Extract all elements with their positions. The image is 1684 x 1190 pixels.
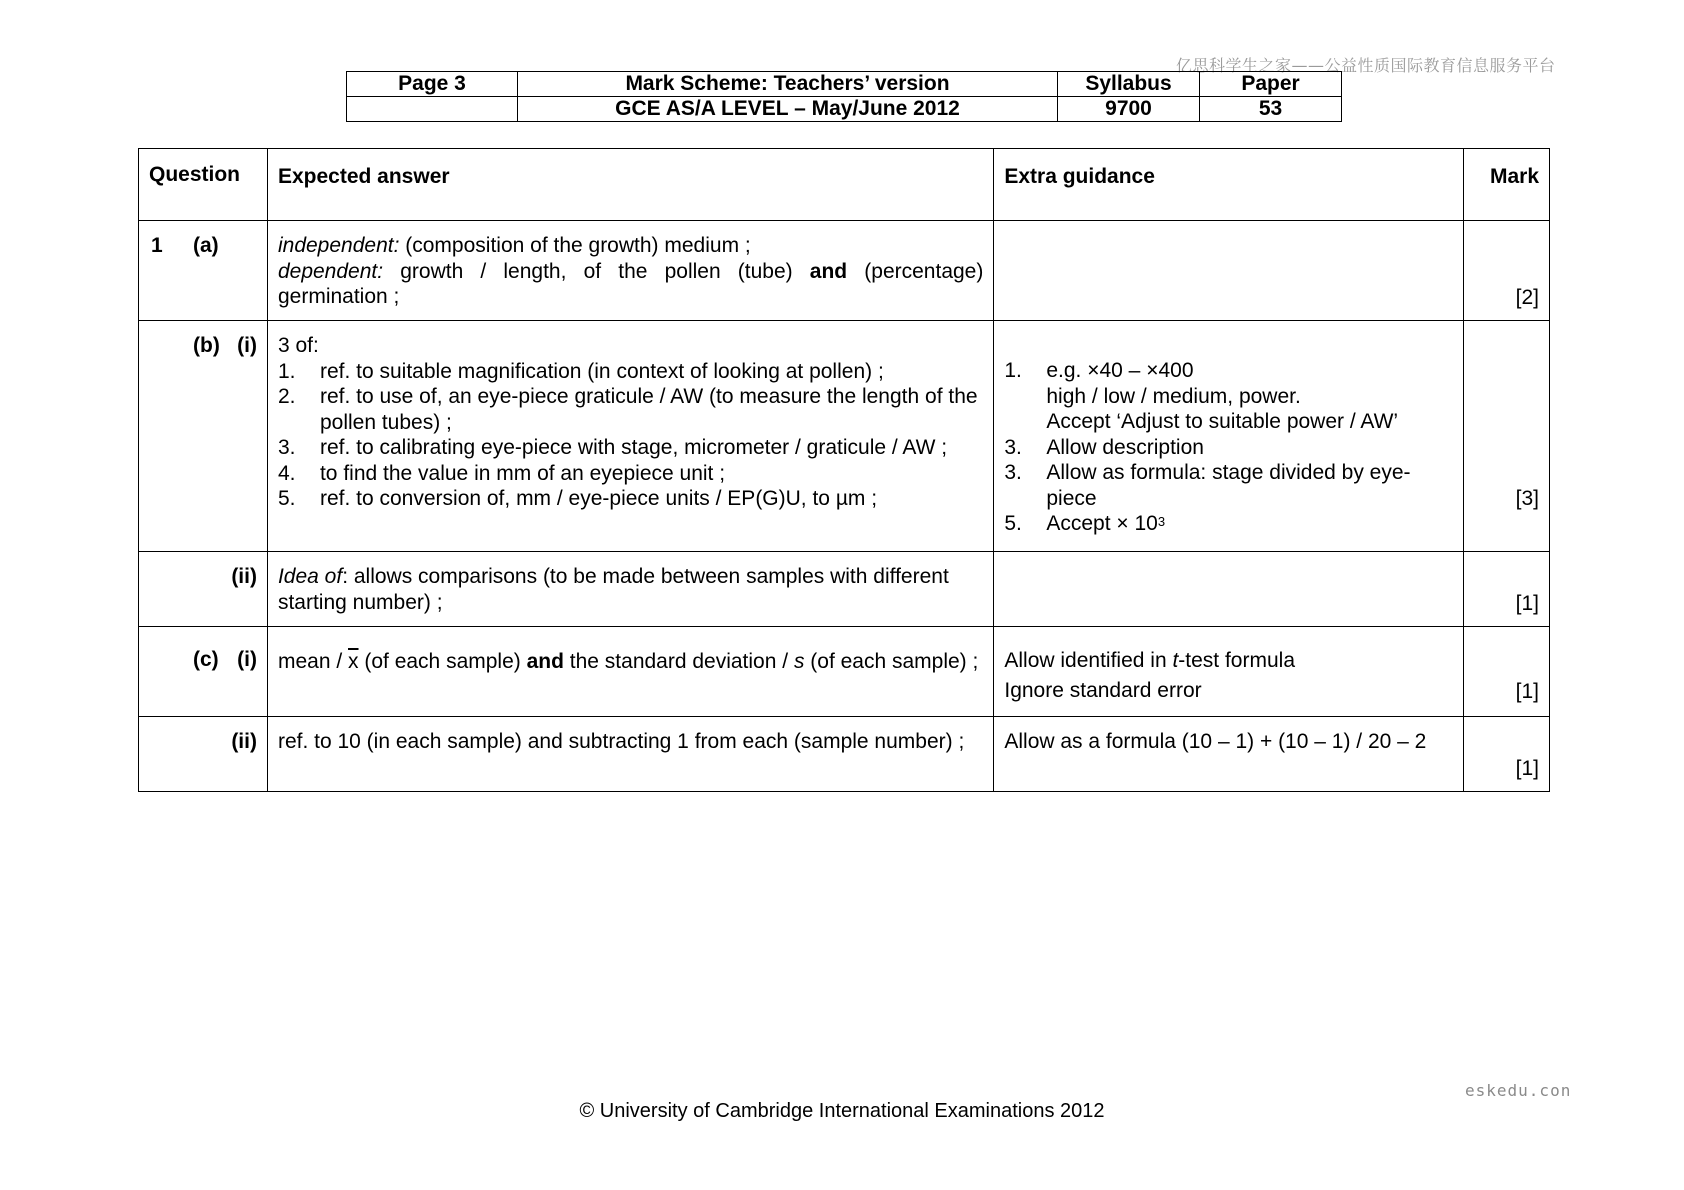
list-text: ref. to conversion of, mm / eye-piece units / EP(G)U, to µm ; (319, 487, 878, 510)
guidance-line (1004, 646, 1453, 676)
page-header-table (346, 71, 1342, 122)
mark-scheme-table (138, 148, 1550, 792)
list-number: 1. (1004, 359, 1022, 382)
mark-value: [1] (1515, 680, 1539, 703)
list-item (1004, 409, 1453, 435)
mark-value: [3] (1515, 487, 1539, 510)
list-number: 5. (277, 487, 296, 510)
answer-text: : allows comparisons (to be made between samples with different starting number) ; (277, 565, 949, 614)
table-row (139, 321, 1550, 552)
watermark-bottom: eskedu.con (1465, 1081, 1572, 1100)
header-empty-cell (347, 97, 518, 122)
question-number: 1 (151, 234, 163, 257)
list-number: 1. (277, 359, 296, 383)
answer-line (278, 233, 983, 259)
list-number: 3. (277, 436, 296, 459)
list-text: e.g. ×40 – ×400 (1046, 359, 1194, 382)
answer-italic: s (793, 650, 805, 673)
answer-text: the standard deviation / (563, 650, 794, 673)
answer-cell (267, 321, 993, 552)
list-number: 5. (1004, 512, 1022, 535)
header-syllabus: 9700 (1058, 97, 1200, 122)
column-answer: Expected answer (267, 149, 993, 221)
question-part: (c) (193, 648, 219, 671)
question-cell (139, 627, 268, 717)
mark-value: [2] (1515, 286, 1539, 309)
list-number: 3. (1004, 461, 1022, 484)
header-paper-label: Paper (1200, 72, 1342, 97)
list-item (1004, 460, 1453, 511)
x-bar-symbol: $\overline{x}$ (348, 650, 359, 673)
table-row (139, 552, 1550, 627)
question-subpart: (ii) (231, 730, 257, 753)
answer-text: (of each sample) (358, 650, 527, 673)
header-title: Mark Scheme: Teachers’ version (518, 72, 1058, 97)
answer-text: (percentage) germination ; (277, 259, 984, 308)
question-cell (139, 221, 268, 321)
answer-text: growth / length, of the pollen (tube) (383, 259, 810, 283)
list-text: Allow description (1046, 435, 1204, 459)
answer-cell: ref. to 10 (in each sample) and subtracting 1 from each (sample number) ; (267, 717, 993, 792)
list-number: 2. (277, 385, 296, 408)
question-part: (b) (193, 334, 220, 357)
guidance-cell (994, 552, 1464, 627)
answer-list (278, 359, 983, 512)
answer-bold: and (809, 259, 848, 283)
list-text: ref. to calibrating eye-piece with stage, micrometer / graticule / AW ; (319, 436, 948, 459)
list-item (278, 461, 983, 487)
answer-text: (of each sample) ; (804, 650, 979, 673)
list-item (1004, 435, 1453, 461)
answer-italic: independent: (277, 234, 400, 257)
column-guidance: Extra guidance (994, 149, 1464, 221)
column-header-row (139, 149, 1550, 221)
question-subpart: (i) (237, 334, 257, 357)
watermark-top: 亿思科学生之家——公益性质国际教育信息服务平台 (1176, 56, 1556, 75)
guidance-text: -test formula (1178, 649, 1295, 672)
answer-italic: dependent: (277, 259, 384, 283)
list-item (1004, 511, 1453, 537)
list-item (278, 435, 983, 461)
answer-cell (267, 627, 993, 717)
guidance-cell (994, 321, 1464, 552)
list-number: 3. (1004, 435, 1022, 459)
header-page: Page 3 (347, 72, 518, 97)
column-mark: Mark (1464, 149, 1550, 221)
superscript: 3 (1157, 514, 1166, 529)
question-cell (139, 552, 268, 627)
question-subpart: (i) (237, 648, 257, 671)
list-text: Allow as formula: stage divided by eye-piece (1046, 461, 1411, 510)
guidance-cell: Allow as a formula (10 – 1) + (10 – 1) / 20 – 2 (994, 717, 1464, 792)
list-text: to find the value in mm of an eyepiece unit ; (319, 461, 726, 485)
answer-italic: Idea of (277, 565, 343, 588)
header-paper: 53 (1200, 97, 1342, 122)
guidance-line: Ignore standard error (1004, 679, 1202, 702)
question-cell (139, 321, 268, 552)
answer-line (278, 259, 983, 310)
list-text: Accept × 10 (1046, 512, 1158, 535)
mark-cell (1464, 321, 1550, 552)
list-item (278, 486, 983, 512)
header-syllabus-label: Syllabus (1058, 72, 1200, 97)
table-row (139, 221, 1550, 321)
list-item (1004, 384, 1453, 410)
guidance-cell (994, 221, 1464, 321)
list-number: 4. (277, 461, 296, 485)
mark-cell (1464, 221, 1550, 321)
mark-cell (1464, 552, 1550, 627)
guidance-text: Allow identified in (1004, 649, 1173, 672)
guidance-list (1004, 358, 1453, 537)
mark-cell (1464, 627, 1550, 717)
list-text: Accept ‘Adjust to suitable power / AW’ (1046, 410, 1399, 433)
mark-cell (1464, 717, 1550, 792)
list-item (1004, 358, 1453, 384)
list-item (278, 359, 983, 385)
list-text: ref. to suitable magnification (in context of looking at pollen) ; (319, 359, 884, 383)
question-cell (139, 717, 268, 792)
guidance-italic: t (1172, 649, 1179, 672)
mark-value: [1] (1515, 592, 1539, 615)
answer-intro: 3 of: (277, 334, 319, 357)
list-item (278, 384, 983, 435)
guidance-cell (994, 627, 1464, 717)
answer-cell (267, 221, 993, 321)
table-row (139, 627, 1550, 717)
answer-cell (267, 552, 993, 627)
answer-text: mean / (277, 650, 349, 673)
answer-text: (composition of the growth) medium ; (399, 234, 751, 257)
question-subpart: (ii) (231, 565, 257, 588)
list-text: ref. to use of, an eye-piece graticule / AW (to measure the length of the pollen tubes) ; (319, 385, 978, 434)
header-exam: GCE AS/A LEVEL – May/June 2012 (518, 97, 1058, 122)
list-text: high / low / medium, power. (1046, 384, 1301, 408)
table-row (139, 717, 1550, 792)
mark-value: [1] (1515, 757, 1539, 780)
column-question: Question (139, 149, 268, 221)
answer-bold: and (526, 650, 564, 673)
copyright-footer: © University of Cambridge International Examinations 2012 (579, 1100, 1105, 1122)
question-part: (a) (193, 234, 219, 257)
